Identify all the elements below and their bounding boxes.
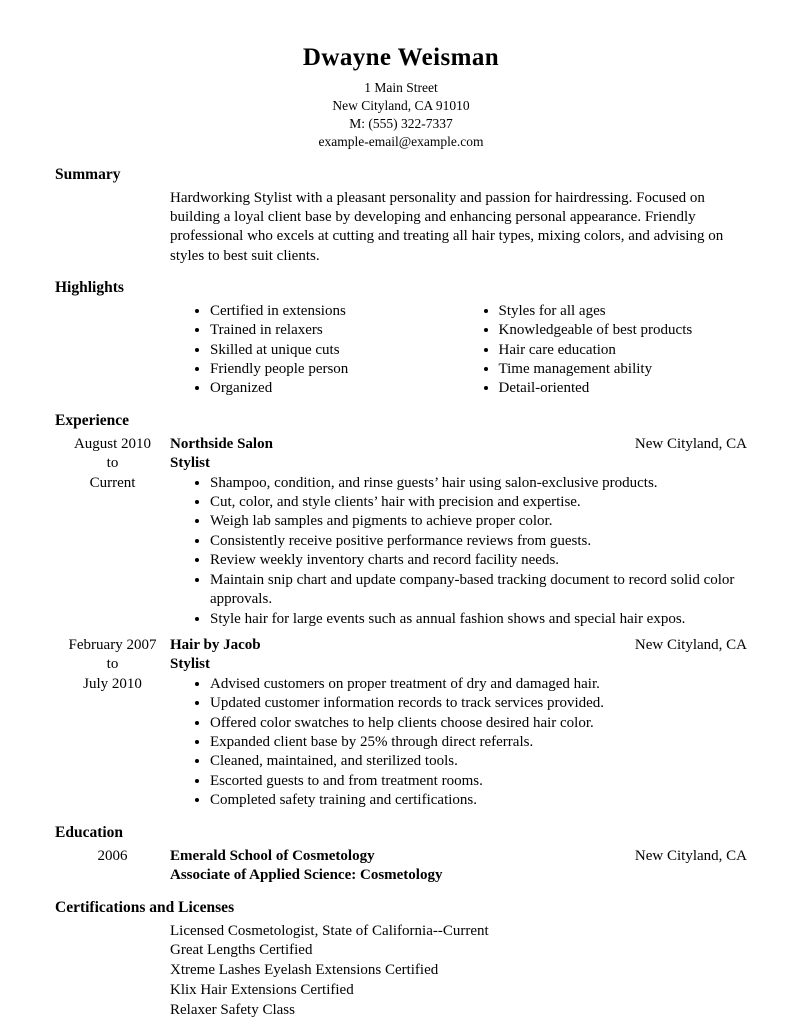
- school-location: New Cityland, CA: [634, 847, 747, 864]
- highlights-section: [55, 279, 747, 399]
- highlight-item: • Styles for all ages: [499, 302, 748, 321]
- job-date-start: August 2010: [73, 435, 152, 452]
- job-duty: • Style hair for large events such as annual fashion shows and special hair expos.: [210, 610, 747, 629]
- job-duty: • Weigh lab samples and pigments to achieve proper color.: [210, 512, 747, 531]
- address-line-2: New Cityland, CA 91010: [332, 98, 470, 113]
- summary-section: [55, 166, 747, 266]
- highlight-item: • Skilled at unique cuts: [210, 341, 459, 360]
- highlight-item: • Certified in extensions: [210, 302, 459, 321]
- job-duty: • Shampoo, condition, and rinse guests’ hair using salon-exclusive products.: [210, 474, 747, 493]
- certification-item: Xtreme Lashes Eyelash Extensions Certified: [170, 962, 439, 979]
- summary-text: Hardworking Stylist with a pleasant personality and passion for hairdressing. Focused on building a loyal client base by developing and enhancing personal appearance. Friendly professional who excels at cutting and treating all hair types, mixing colors, and advising on styles to best suit clients.: [170, 190, 724, 264]
- education-year: 2006: [97, 847, 128, 864]
- job-duty: • Review weekly inventory charts and record facility needs.: [210, 551, 747, 570]
- highlight-item: • Hair care education: [499, 341, 748, 360]
- job-header: [170, 435, 747, 454]
- experience-section: [55, 412, 747, 811]
- school-name: Emerald School of Cosmetology: [170, 847, 375, 864]
- job-date-separator: to: [106, 656, 119, 673]
- certifications-section: [55, 899, 747, 1021]
- highlight-item: • Organized: [210, 379, 459, 398]
- highlight-item: • Time management ability: [499, 360, 748, 379]
- job-title: Stylist: [170, 455, 211, 472]
- job-duty: • Maintain snip chart and update company-based tracking document to record solid color approvals.: [210, 571, 747, 610]
- job-location: New Cityland, CA: [634, 636, 747, 653]
- highlights-left-spacer: [55, 302, 170, 399]
- job-duty: • Offered color swatches to help clients choose desired hair color.: [210, 714, 747, 733]
- job-duty: • Consistently receive positive performance reviews from guests.: [210, 532, 747, 551]
- phone-number: M: (555) 322-7337: [349, 116, 453, 131]
- job-location: New Cityland, CA: [634, 435, 747, 452]
- highlights-columns: [170, 302, 747, 399]
- highlight-item: • Detail-oriented: [499, 379, 748, 398]
- job-date-range: [55, 435, 170, 629]
- highlights-list-left: [170, 302, 459, 399]
- job-duty: • Completed safety training and certifications.: [210, 791, 747, 810]
- education-header: [170, 847, 747, 866]
- resume-header: [55, 44, 747, 151]
- education-heading: Education: [55, 823, 124, 841]
- degree: Associate of Applied Science: Cosmetology: [170, 866, 443, 883]
- certifications-left-spacer: [55, 922, 170, 1021]
- certification-item: Great Lengths Certified: [170, 942, 313, 959]
- summary-heading: Summary: [55, 166, 121, 183]
- job-date-range: [55, 636, 170, 811]
- job-duty: • Cleaned, maintained, and sterilized tools.: [210, 752, 747, 771]
- certification-item: Klix Hair Extensions Certified: [170, 981, 354, 998]
- certifications-heading: Certifications and Licenses: [55, 898, 235, 916]
- job-date-end: July 2010: [83, 675, 142, 692]
- experience-job: [55, 435, 747, 629]
- certification-item: Licensed Cosmetologist, State of California--Current: [170, 922, 489, 939]
- job-date-end: Current: [89, 474, 136, 491]
- job-title: Stylist: [170, 656, 211, 673]
- person-name: Dwayne Weisman: [302, 44, 500, 71]
- job-duty: • Cut, color, and style clients’ hair with precision and expertise.: [210, 493, 747, 512]
- job-date-start: February 2007: [68, 636, 157, 653]
- highlight-item: • Knowledgeable of best products: [499, 321, 748, 340]
- company-name: Hair by Jacob: [170, 636, 261, 653]
- experience-heading: Experience: [55, 411, 130, 429]
- address-line-1: 1 Main Street: [364, 80, 438, 95]
- certification-item: Relaxer Safety Class: [170, 1001, 295, 1018]
- highlight-item: • Friendly people person: [210, 360, 459, 379]
- email-address: example-email@example.com: [318, 134, 484, 149]
- job-date-separator: to: [106, 455, 119, 472]
- experience-job: [55, 636, 747, 811]
- job-duty: • Expanded client base by 25% through direct referrals.: [210, 733, 747, 752]
- job-duties-list: [170, 675, 747, 811]
- highlights-list-right: [459, 302, 748, 399]
- education-section: [55, 824, 747, 886]
- highlights-heading: Highlights: [55, 278, 124, 296]
- highlight-item: • Trained in relaxers: [210, 321, 459, 340]
- company-name: Northside Salon: [170, 435, 273, 452]
- job-header: [170, 636, 747, 655]
- job-duty: • Advised customers on proper treatment of dry and damaged hair.: [210, 675, 747, 694]
- job-duty: • Updated customer information records to track services provided.: [210, 694, 747, 713]
- summary-left-spacer: [55, 189, 170, 266]
- job-duties-list: [170, 474, 747, 629]
- job-duty: • Escorted guests to and from treatment rooms.: [210, 772, 747, 791]
